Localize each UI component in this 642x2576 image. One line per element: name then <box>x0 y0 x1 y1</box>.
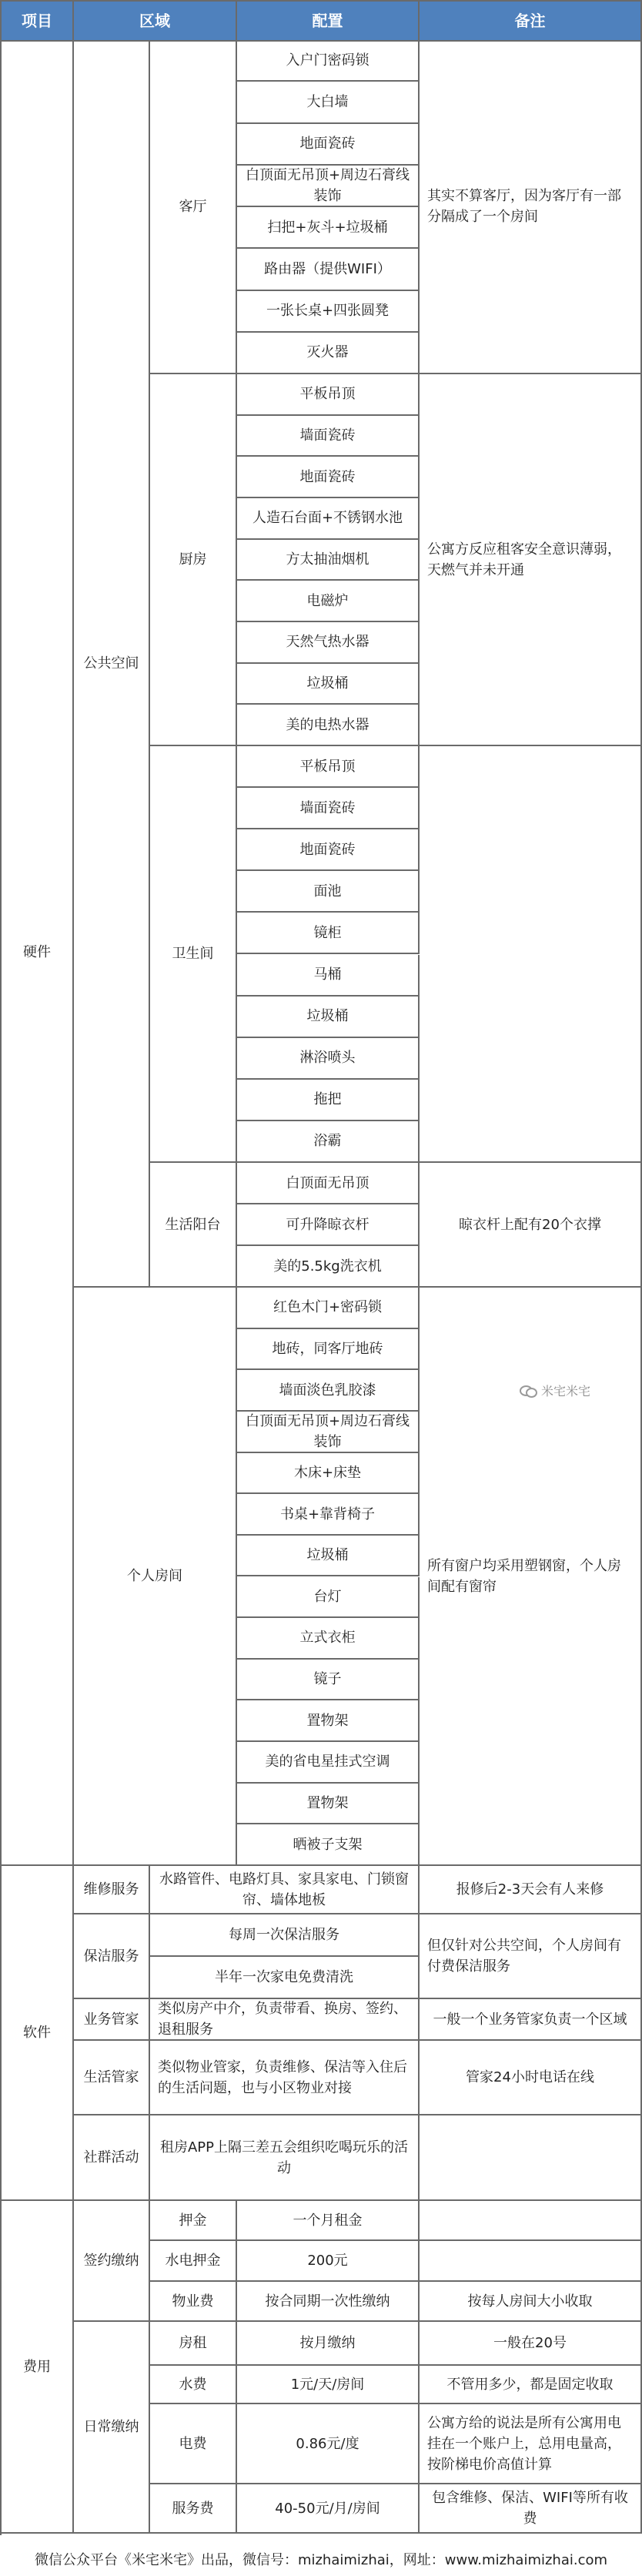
config-living-room-7: 一张长桌+四张圆凳 <box>237 291 420 333</box>
config-living-room-6: 路由器（提供WIFI） <box>237 249 420 290</box>
config-bathroom-1: 平板吊顶 <box>237 746 420 788</box>
remark-cleaning: 但仅针对公共空间，个人房间有付费保洁服务 <box>420 1914 642 1999</box>
remark-kitchen: 公寓方反应租客安全意识薄弱，天燃气并未开通 <box>420 374 642 746</box>
config-cleaning-2: 半年一次家电免费清洗 <box>150 1957 420 1999</box>
area-cleaning: 保洁服务 <box>74 1914 150 1999</box>
fee-water-label: 水费 <box>150 2366 237 2404</box>
config-bathroom-3: 地面瓷砖 <box>237 829 420 871</box>
config-kitchen-6: 电磁炉 <box>237 581 420 622</box>
area-public-space: 公共空间 <box>74 40 150 1288</box>
remark-life-butler: 管家24小时电话在线 <box>420 2041 642 2115</box>
fee-electricity-label: 电费 <box>150 2404 237 2484</box>
fee-property-remark: 按每人房间大小收取 <box>420 2282 642 2322</box>
fee-deposit-label: 押金 <box>150 2201 237 2241</box>
remark-balcony: 晾衣杆上配有20个衣撑 <box>420 1163 642 1288</box>
config-private-room-8: 台灯 <box>237 1577 420 1619</box>
config-living-room-4: 白顶面无吊顶+周边石膏线装饰 <box>237 166 420 207</box>
area-repair: 维修服务 <box>74 1866 150 1914</box>
remark-living-room: 其实不算客厅，因为客厅有一部分隔成了一个房间 <box>420 40 642 374</box>
fee-service-remark: 包含维修、保洁、WIFI等所有收费 <box>420 2484 642 2534</box>
area-monthly: 日常缴纳 <box>74 2322 150 2534</box>
config-living-room-5: 扫把+灰斗+垃圾桶 <box>237 207 420 249</box>
fee-property-label: 物业费 <box>150 2282 237 2322</box>
config-bathroom-2: 墙面瓷砖 <box>237 788 420 829</box>
subarea-living-room: 客厅 <box>150 40 237 374</box>
config-bathroom-6: 马桶 <box>237 955 420 997</box>
fee-rent-label: 房租 <box>150 2322 237 2366</box>
config-private-room-7: 垃圾桶 <box>237 1536 420 1577</box>
header-config: 配置 <box>237 2 420 42</box>
config-bathroom-9: 拖把 <box>237 1080 420 1121</box>
remark-business-butler: 一般一个业务管家负责一个区域 <box>420 1999 642 2041</box>
config-living-room-2: 大白墙 <box>237 82 420 123</box>
config-cleaning-1: 每周一次保洁服务 <box>150 1914 420 1957</box>
config-private-room-3: 墙面淡色乳胶漆 <box>237 1370 420 1412</box>
fee-water-remark: 不管用多少，都是固定收取 <box>420 2366 642 2404</box>
fee-utility-deposit-remark <box>420 2241 642 2282</box>
fee-deposit-remark <box>420 2201 642 2241</box>
remark-community-empty <box>420 2115 642 2201</box>
config-private-room-9: 立式衣柜 <box>237 1618 420 1660</box>
header-remark: 备注 <box>420 2 642 42</box>
category-hardware: 硬件 <box>2 40 74 1866</box>
category-fees: 费用 <box>2 2201 74 2534</box>
footer-credit: 微信公众平台《米宅米宅》出品，微信号：mizhaimizhai，网址：www.mizhaimizhai.com <box>34 2551 608 2568</box>
config-private-room-12: 美的省电星挂式空调 <box>237 1742 420 1784</box>
config-living-room-3: 地面瓷砖 <box>237 124 420 166</box>
fee-electricity-remark: 公寓方给的说法是所有公寓用电挂在一个账户上，总用电量高，按阶梯电价高值计算 <box>420 2404 642 2484</box>
config-kitchen-5: 方太抽油烟机 <box>237 540 420 581</box>
config-bathroom-10: 浴霸 <box>237 1121 420 1163</box>
fee-rent-remark: 一般在20号 <box>420 2322 642 2366</box>
config-balcony-3: 美的5.5kg洗衣机 <box>237 1246 420 1288</box>
remark-repair: 报修后2-3天会有人来修 <box>420 1866 642 1914</box>
config-kitchen-8: 垃圾桶 <box>237 664 420 705</box>
watermark-text: 米宅米宅 <box>541 1383 591 1399</box>
config-kitchen-2: 墙面瓷砖 <box>237 416 420 457</box>
config-private-room-2: 地砖，同客厅地砖 <box>237 1329 420 1371</box>
fee-water-value: 1元/天/房间 <box>237 2366 420 2404</box>
header-project: 项目 <box>2 2 74 42</box>
config-bathroom-4: 面池 <box>237 871 420 913</box>
config-private-room-5: 木床+床垫 <box>237 1453 420 1495</box>
fee-service-label: 服务费 <box>150 2484 237 2534</box>
area-private-room: 个人房间 <box>74 1288 237 1866</box>
config-business-butler: 类似房产中介，负责带看、换房、签约、退租服务 <box>150 1999 420 2041</box>
config-bathroom-8: 淋浴喷头 <box>237 1038 420 1080</box>
area-life-butler: 生活管家 <box>74 2041 150 2115</box>
subarea-balcony: 生活阳台 <box>150 1163 237 1288</box>
config-private-room-1: 红色木门+密码锁 <box>237 1288 420 1329</box>
area-signing: 签约缴纳 <box>74 2201 150 2322</box>
config-life-butler: 类似物业管家，负责维修、保洁等入住后的生活问题，也与小区物业对接 <box>150 2041 420 2115</box>
config-bathroom-7: 垃圾桶 <box>237 997 420 1038</box>
config-living-room-1: 入户门密码锁 <box>237 40 420 82</box>
config-private-room-6: 书桌+靠背椅子 <box>237 1494 420 1536</box>
watermark <box>520 1378 635 1402</box>
config-private-room-14: 晒被子支架 <box>237 1824 420 1866</box>
header-area: 区域 <box>74 2 237 42</box>
subarea-bathroom: 卫生间 <box>150 746 237 1163</box>
config-repair: 水路管件、电路灯具、家具家电、门锁窗帘、墙体地板 <box>150 1866 420 1914</box>
config-kitchen-4: 人造石台面+不锈钢水池 <box>237 498 420 540</box>
config-private-room-10: 镜子 <box>237 1660 420 1701</box>
area-community: 社群活动 <box>74 2115 150 2201</box>
config-private-room-4: 白顶面无吊顶+周边石膏线装饰 <box>237 1412 420 1453</box>
fee-property-value: 按合同期一次性缴纳 <box>237 2282 420 2322</box>
fee-electricity-value: 0.86元/度 <box>237 2404 420 2484</box>
area-business-butler: 业务管家 <box>74 1999 150 2041</box>
wechat-icon <box>520 1384 537 1396</box>
config-kitchen-9: 美的电热水器 <box>237 705 420 746</box>
config-kitchen-3: 地面瓷砖 <box>237 457 420 498</box>
fee-utility-deposit-value: 200元 <box>237 2241 420 2282</box>
fee-rent-value: 按月缴纳 <box>237 2322 420 2366</box>
config-kitchen-7: 天然气热水器 <box>237 622 420 664</box>
remark-bathroom-empty <box>420 746 642 1163</box>
category-software: 软件 <box>2 1866 74 2201</box>
config-private-room-11: 置物架 <box>237 1700 420 1742</box>
fee-deposit-value: 一个月租金 <box>237 2201 420 2241</box>
config-living-room-8: 灭火器 <box>237 333 420 374</box>
config-balcony-1: 白顶面无吊顶 <box>237 1163 420 1204</box>
config-kitchen-1: 平板吊顶 <box>237 374 420 416</box>
config-private-room-13: 置物架 <box>237 1784 420 1825</box>
remark-private-room: 所有窗户均采用塑钢窗，个人房间配有窗帘 <box>420 1288 642 1866</box>
subarea-kitchen: 厨房 <box>150 374 237 746</box>
config-balcony-2: 可升降晾衣杆 <box>237 1204 420 1246</box>
fee-service-value: 40-50元/月/房间 <box>237 2484 420 2534</box>
config-community: 租房APP上隔三差五会组织吃喝玩乐的活动 <box>150 2115 420 2201</box>
fee-utility-deposit-label: 水电押金 <box>150 2241 237 2282</box>
config-bathroom-5: 镜柜 <box>237 913 420 954</box>
